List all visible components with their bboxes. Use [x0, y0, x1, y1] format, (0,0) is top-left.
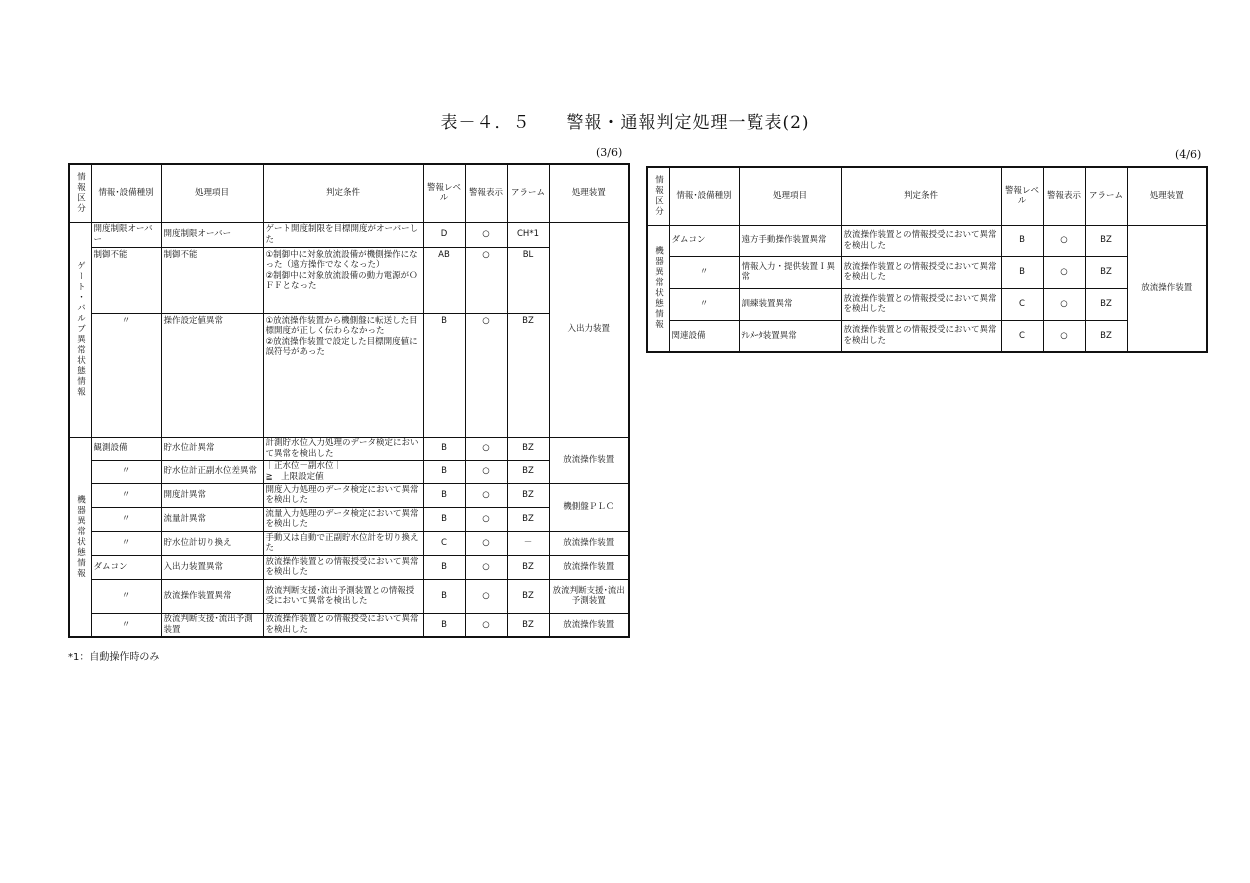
cell-jouken: 流量入力処理のデータ検定において異常を検出した: [263, 507, 423, 531]
cell-alarm: BZ: [1085, 256, 1127, 288]
cell-level: AB: [423, 247, 465, 313]
cell-koumoku: 遠方手動操作装置異常: [739, 225, 841, 256]
cell-koumoku: 開度計異常: [161, 483, 263, 507]
cell-jouken: ｜正水位－副水位｜ ≧ 上限設定値: [263, 460, 423, 483]
cell-shubetsu: 〃: [91, 507, 161, 531]
cell-koumoku: ﾃﾚﾒｰﾀ装置異常: [739, 320, 841, 352]
cell-hyouji: ○: [465, 247, 507, 313]
header-koumoku: 処理項目: [739, 167, 841, 225]
header-hyouji: 警報表示: [1043, 167, 1085, 225]
cell-alarm: BZ: [507, 579, 549, 613]
footnote: *1：自動操作時のみ: [68, 652, 160, 663]
header-souchi: 処理装置: [549, 164, 629, 222]
cell-jouken: 計測貯水位入力処理のデータ検定において異常を検出した: [263, 437, 423, 460]
cell-koumoku: 操作設定値異常: [161, 313, 263, 437]
cell-hyouji: ○: [465, 222, 507, 247]
cell-hyouji: ○: [1043, 320, 1085, 352]
cell-shubetsu: ダムコン: [669, 225, 739, 256]
cell-level: B: [423, 507, 465, 531]
cell-level: C: [423, 531, 465, 555]
cell-jouken: 放流操作装置との情報授受において異常を検出した: [841, 288, 1001, 320]
cell-alarm: BZ: [1085, 225, 1127, 256]
cell-koumoku: 貯水位計正副水位差異常: [161, 460, 263, 483]
cell-koumoku: 制御不能: [161, 247, 263, 313]
page-title: 表－４．５ 警報・通報判定処理一覧表(2): [440, 113, 810, 133]
table-row: [69, 247, 629, 313]
header-hyouji: 警報表示: [465, 164, 507, 222]
table-row: [69, 555, 629, 579]
cell-level: B: [423, 460, 465, 483]
cell-level: B: [1001, 225, 1043, 256]
cell-shubetsu: 〃: [669, 256, 739, 288]
cell-koumoku: 入出力装置異常: [161, 555, 263, 579]
cell-alarm: BL: [507, 247, 549, 313]
cell-shubetsu: 〃: [91, 460, 161, 483]
cell-level: D: [423, 222, 465, 247]
cell-shubetsu: 〃: [91, 613, 161, 637]
header-alarm: アラーム: [1085, 167, 1127, 225]
cell-koumoku: 貯水位計切り換え: [161, 531, 263, 555]
cell-shubetsu: 観測設備: [91, 437, 161, 460]
cell-shubetsu: 〃: [91, 313, 161, 437]
cell-hyouji: ○: [465, 555, 507, 579]
cell-souchi: 放流判断支援･流出予測装置: [549, 579, 629, 613]
cell-level: B: [1001, 256, 1043, 288]
cell-hyouji: ○: [1043, 225, 1085, 256]
cell-souchi: 入出力装置: [549, 222, 629, 437]
header-kubun: 情報区分: [69, 164, 91, 222]
group-label: ゲート・バルブ異常状態情報: [69, 222, 91, 437]
cell-koumoku: 流量計異常: [161, 507, 263, 531]
cell-level: C: [1001, 320, 1043, 352]
cell-jouken: 放流判断支援･流出予測装置との情報授受において異常を検出した: [263, 579, 423, 613]
cell-hyouji: ○: [465, 460, 507, 483]
cell-shubetsu: ダムコン: [91, 555, 161, 579]
group-label: 機器異常状態情報: [647, 225, 669, 352]
table-row: [69, 531, 629, 555]
cell-level: B: [423, 437, 465, 460]
header-souchi: 処理装置: [1127, 167, 1207, 225]
header-koumoku: 処理項目: [161, 164, 263, 222]
cell-shubetsu: 〃: [91, 483, 161, 507]
table-row: [69, 222, 629, 247]
table-row: [647, 225, 1207, 256]
cell-level: B: [423, 555, 465, 579]
cell-alarm: BZ: [1085, 320, 1127, 352]
table-row: [647, 320, 1207, 352]
cell-level: C: [1001, 288, 1043, 320]
cell-alarm: －: [507, 531, 549, 555]
header-row: [647, 167, 1207, 225]
header-jouken: 判定条件: [841, 167, 1001, 225]
cell-hyouji: ○: [465, 507, 507, 531]
cell-alarm: BZ: [1085, 288, 1127, 320]
table-row: [647, 256, 1207, 288]
cell-alarm: BZ: [507, 613, 549, 637]
cell-alarm: CH*1: [507, 222, 549, 247]
header-alarm: アラーム: [507, 164, 549, 222]
cell-alarm: BZ: [507, 437, 549, 460]
cell-alarm: BZ: [507, 507, 549, 531]
cell-alarm: BZ: [507, 460, 549, 483]
cell-jouken: 放流操作装置との情報授受において異常を検出した: [841, 256, 1001, 288]
cell-shubetsu: 〃: [91, 531, 161, 555]
cell-jouken: 開度入力処理のデータ検定において異常を検出した: [263, 483, 423, 507]
alarm-table-left: [68, 163, 630, 638]
table-row: [69, 437, 629, 460]
cell-level: B: [423, 313, 465, 437]
cell-jouken: ゲート開度制限を目標開度がオーバーした: [263, 222, 423, 247]
cell-shubetsu: 〃: [669, 288, 739, 320]
cell-jouken: 放流操作装置との情報授受において異常を検出した: [841, 225, 1001, 256]
cell-hyouji: ○: [465, 613, 507, 637]
header-row: [69, 164, 629, 222]
cell-hyouji: ○: [465, 579, 507, 613]
table-row: [69, 507, 629, 531]
table-row: [69, 579, 629, 613]
cell-souchi: 放流操作装置: [549, 613, 629, 637]
header-jouken: 判定条件: [263, 164, 423, 222]
header-shubetsu: 情報･設備種別: [669, 167, 739, 225]
alarm-table-right: [646, 166, 1208, 353]
cell-koumoku: 貯水位計異常: [161, 437, 263, 460]
cell-hyouji: ○: [465, 437, 507, 460]
cell-koumoku: 訓練装置異常: [739, 288, 841, 320]
cell-hyouji: ○: [465, 531, 507, 555]
cell-level: B: [423, 483, 465, 507]
header-level: 警報レベル: [1001, 167, 1043, 225]
header-kubun: 情報区分: [647, 167, 669, 225]
table-row: [647, 288, 1207, 320]
group-label: 機器異常状態情報: [69, 437, 91, 637]
cell-jouken: 放流操作装置との情報授受において異常を検出した: [263, 613, 423, 637]
cell-level: B: [423, 579, 465, 613]
header-shubetsu: 情報･設備種別: [91, 164, 161, 222]
table-row: [69, 483, 629, 507]
cell-shubetsu: 制御不能: [91, 247, 161, 313]
cell-hyouji: ○: [465, 483, 507, 507]
page-number-right: (4/6): [1175, 148, 1202, 161]
cell-koumoku: 放流判断支援･流出予測装置: [161, 613, 263, 637]
cell-hyouji: ○: [1043, 288, 1085, 320]
cell-alarm: BZ: [507, 313, 549, 437]
cell-koumoku: 放流操作装置異常: [161, 579, 263, 613]
cell-souchi: 放流操作装置: [1127, 225, 1207, 352]
cell-souchi: 放流操作装置: [549, 555, 629, 579]
cell-shubetsu: 開度制限オーバー: [91, 222, 161, 247]
cell-shubetsu: 関連設備: [669, 320, 739, 352]
cell-alarm: BZ: [507, 555, 549, 579]
cell-jouken: ①放流操作装置から機側盤に転送した目標開度が正しく伝わらなかった ②放流操作装置で設定した目標開度値に誤符号があった: [263, 313, 423, 437]
header-level: 警報レベル: [423, 164, 465, 222]
cell-souchi: 放流操作装置: [549, 531, 629, 555]
cell-jouken: 放流操作装置との情報授受において異常を検出した: [841, 320, 1001, 352]
cell-jouken: 放流操作装置との情報授受において異常を検出した: [263, 555, 423, 579]
table-row: [69, 460, 629, 483]
cell-jouken: ①制御中に対象放流設備が機側操作になった（遠方操作でなくなった） ②制御中に対象放流設備の動力電源がＯＦＦとなった: [263, 247, 423, 313]
cell-hyouji: ○: [465, 313, 507, 437]
page-number-left: (3/6): [596, 146, 623, 159]
cell-souchi: 機側盤ＰＬＣ: [549, 483, 629, 531]
cell-hyouji: ○: [1043, 256, 1085, 288]
cell-koumoku: 情報入力・提供装置Ｉ異常: [739, 256, 841, 288]
cell-koumoku: 開度制限オーバー: [161, 222, 263, 247]
cell-jouken: 手動又は自動で正副貯水位計を切り換えた: [263, 531, 423, 555]
cell-alarm: BZ: [507, 483, 549, 507]
cell-level: B: [423, 613, 465, 637]
cell-souchi: 放流操作装置: [549, 437, 629, 483]
cell-shubetsu: 〃: [91, 579, 161, 613]
table-row: [69, 313, 629, 437]
table-row: [69, 613, 629, 637]
